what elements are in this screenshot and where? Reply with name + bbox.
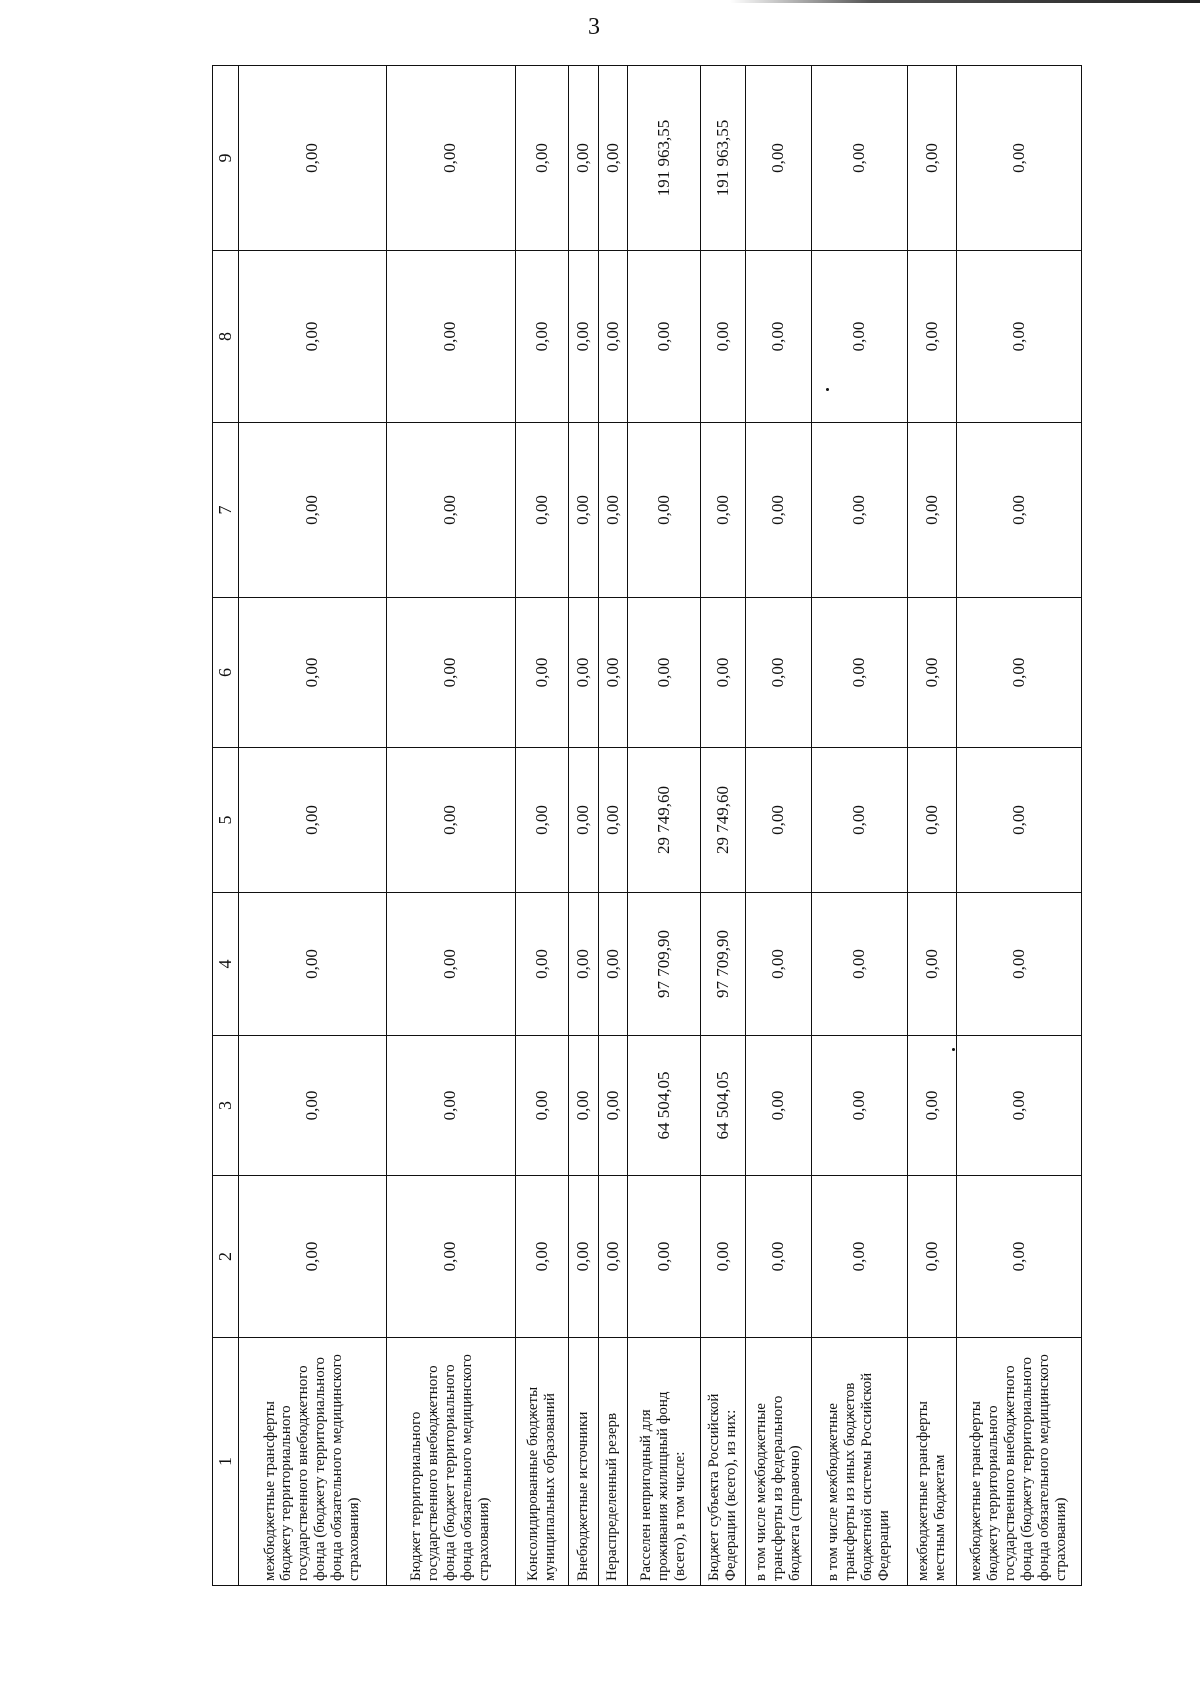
value-cell: 191 963,55 [628, 66, 701, 251]
value-cell: 0,00 [956, 748, 1081, 893]
value-cell: 0,00 [598, 1176, 627, 1338]
row-label: межбюджетные трансферты бюджету территориального государственного внебюджетного фонда (бюджету территориального фонда обязательного медицинского страхования) [956, 1338, 1081, 1586]
value-cell: 0,00 [746, 748, 811, 893]
column-header: 3 [213, 1036, 239, 1176]
value-cell: 0,00 [239, 748, 387, 893]
value-cell: 0,00 [811, 423, 907, 598]
value-cell: 0,00 [811, 66, 907, 251]
value-cell: 0,00 [956, 423, 1081, 598]
value-cell: 0,00 [239, 598, 387, 748]
value-cell: 0,00 [628, 1176, 701, 1338]
value-cell: 0,00 [569, 251, 598, 423]
page-number: 3 [588, 14, 600, 40]
value-cell: 0,00 [569, 423, 598, 598]
value-cell: 0,00 [386, 598, 515, 748]
value-cell: 0,00 [386, 66, 515, 251]
table-row [628, 66, 701, 1586]
value-cell: 0,00 [515, 423, 569, 598]
value-cell: 0,00 [811, 748, 907, 893]
scan-speck [826, 388, 829, 391]
value-cell: 29 749,60 [628, 748, 701, 893]
column-header: 7 [213, 423, 239, 598]
value-cell: 0,00 [386, 893, 515, 1036]
value-cell: 0,00 [746, 1036, 811, 1176]
scan-edge-artifact [730, 0, 1200, 3]
row-label: в том числе межбюджетные трансферты из иных бюджетов бюджетной системы Российской Федерации [811, 1338, 907, 1586]
budget-table [212, 65, 1082, 1586]
value-cell: 0,00 [239, 423, 387, 598]
table-row [569, 66, 598, 1586]
value-cell: 0,00 [907, 893, 956, 1036]
value-cell: 0,00 [386, 748, 515, 893]
value-cell: 0,00 [907, 423, 956, 598]
value-cell: 0,00 [515, 251, 569, 423]
value-cell: 0,00 [386, 251, 515, 423]
table-row [386, 66, 515, 1586]
table-row [239, 66, 387, 1586]
row-label: в том числе межбюджетные трансферты из федерального бюджета (справочно) [746, 1338, 811, 1586]
value-cell: 0,00 [956, 1176, 1081, 1338]
row-label: Расселен непригодный для проживания жилищный фонд (всего), в том числе: [628, 1338, 701, 1586]
value-cell: 0,00 [628, 251, 701, 423]
value-cell: 0,00 [569, 748, 598, 893]
value-cell: 0,00 [907, 598, 956, 748]
value-cell: 0,00 [515, 598, 569, 748]
value-cell: 0,00 [956, 1036, 1081, 1176]
value-cell: 64 504,05 [700, 1036, 746, 1176]
column-header: 8 [213, 251, 239, 423]
column-header: 9 [213, 66, 239, 251]
value-cell: 0,00 [386, 1176, 515, 1338]
column-header: 2 [213, 1176, 239, 1338]
value-cell: 0,00 [239, 251, 387, 423]
value-cell: 0,00 [907, 1176, 956, 1338]
value-cell: 0,00 [569, 1036, 598, 1176]
row-label: Нераспределенный резерв [598, 1338, 627, 1586]
value-cell: 0,00 [811, 1036, 907, 1176]
value-cell: 0,00 [598, 251, 627, 423]
value-cell: 0,00 [628, 598, 701, 748]
value-cell: 0,00 [811, 1176, 907, 1338]
value-cell: 0,00 [598, 423, 627, 598]
value-cell: 0,00 [700, 423, 746, 598]
value-cell: 0,00 [746, 251, 811, 423]
value-cell: 191 963,55 [700, 66, 746, 251]
row-label: межбюджетные трансферты бюджету территориального государственного внебюджетного фонда (бюджету территориального фонда обязательного медицинского страхования) [239, 1338, 387, 1586]
value-cell: 0,00 [515, 1176, 569, 1338]
value-cell: 0,00 [907, 1036, 956, 1176]
table-row [515, 66, 569, 1586]
row-label: Внебюджетные источники [569, 1338, 598, 1586]
value-cell: 0,00 [515, 748, 569, 893]
row-label: межбюджетные трансферты местным бюджетам [907, 1338, 956, 1586]
value-cell: 0,00 [746, 423, 811, 598]
value-cell: 0,00 [515, 1036, 569, 1176]
value-cell: 0,00 [569, 598, 598, 748]
value-cell: 0,00 [746, 598, 811, 748]
value-cell: 97 709,90 [700, 893, 746, 1036]
value-cell: 0,00 [907, 251, 956, 423]
table-header-row [213, 66, 239, 1586]
value-cell: 0,00 [569, 1176, 598, 1338]
value-cell: 0,00 [956, 893, 1081, 1036]
value-cell: 0,00 [746, 1176, 811, 1338]
value-cell: 29 749,60 [700, 748, 746, 893]
value-cell: 0,00 [239, 66, 387, 251]
value-cell: 0,00 [569, 66, 598, 251]
value-cell: 0,00 [746, 66, 811, 251]
table-row [746, 66, 811, 1586]
value-cell: 0,00 [239, 1176, 387, 1338]
value-cell: 64 504,05 [628, 1036, 701, 1176]
column-header: 6 [213, 598, 239, 748]
value-cell: 0,00 [700, 598, 746, 748]
value-cell: 0,00 [598, 893, 627, 1036]
table-row [700, 66, 746, 1586]
table-row [598, 66, 627, 1586]
value-cell: 0,00 [598, 748, 627, 893]
value-cell: 0,00 [811, 598, 907, 748]
row-label: Бюджет территориального государственного внебюджетного фонда (бюджет территориального фонда обязательного медицинского страхования) [386, 1338, 515, 1586]
table-row [956, 66, 1081, 1586]
value-cell: 0,00 [239, 893, 387, 1036]
column-header: 4 [213, 893, 239, 1036]
value-cell: 0,00 [700, 1176, 746, 1338]
value-cell: 0,00 [515, 893, 569, 1036]
value-cell: 0,00 [956, 251, 1081, 423]
value-cell: 0,00 [811, 251, 907, 423]
value-cell: 0,00 [598, 66, 627, 251]
value-cell: 0,00 [515, 66, 569, 251]
table-row [907, 66, 956, 1586]
rotated-table-wrapper [212, 66, 1082, 1586]
column-header: 5 [213, 748, 239, 893]
value-cell: 0,00 [956, 66, 1081, 251]
value-cell: 0,00 [386, 423, 515, 598]
scan-speck [952, 1048, 955, 1051]
value-cell: 0,00 [746, 893, 811, 1036]
value-cell: 0,00 [386, 1036, 515, 1176]
value-cell: 0,00 [239, 1036, 387, 1176]
value-cell: 97 709,90 [628, 893, 701, 1036]
value-cell: 0,00 [811, 893, 907, 1036]
value-cell: 0,00 [628, 423, 701, 598]
value-cell: 0,00 [907, 66, 956, 251]
column-header: 1 [213, 1338, 239, 1586]
value-cell: 0,00 [598, 598, 627, 748]
row-label: Консолидированные бюджеты муниципальных образований [515, 1338, 569, 1586]
value-cell: 0,00 [907, 748, 956, 893]
value-cell: 0,00 [956, 598, 1081, 748]
table-row [811, 66, 907, 1586]
row-label: Бюджет субъекта Российской Федерации (всего), из них: [700, 1338, 746, 1586]
value-cell: 0,00 [700, 251, 746, 423]
value-cell: 0,00 [569, 893, 598, 1036]
value-cell: 0,00 [598, 1036, 627, 1176]
